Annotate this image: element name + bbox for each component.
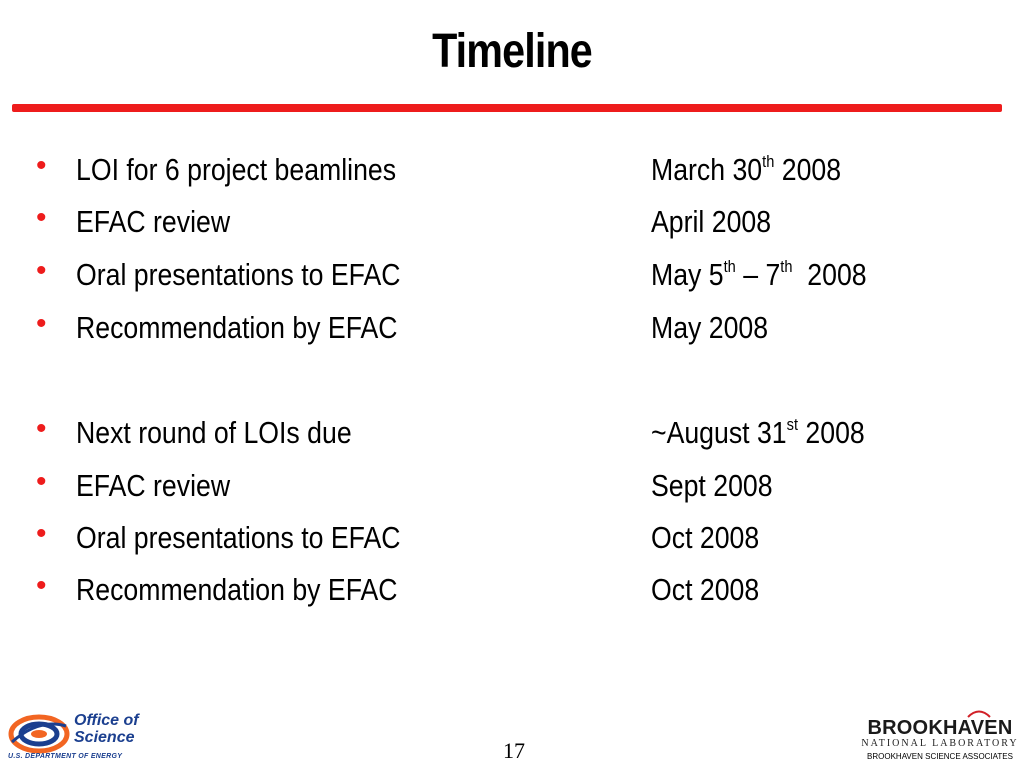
item-date <box>651 306 768 350</box>
date-part: Sept 2008 <box>651 468 773 503</box>
bullet-icon: • <box>36 412 47 445</box>
bullet-icon: • <box>36 254 47 287</box>
item-label: EFAC review <box>76 468 231 503</box>
timeline-item <box>36 253 1016 297</box>
date-part: – 7 <box>735 257 781 292</box>
date-part: Oct 2008 <box>651 572 760 607</box>
item-date <box>651 253 867 297</box>
item-date <box>651 464 773 508</box>
timeline-item <box>36 568 1016 612</box>
bullet-icon: • <box>36 307 47 340</box>
item-label: Oral presentations to EFAC <box>76 520 401 555</box>
bnl-logo-lab: NATIONAL LABORATORY <box>861 738 1019 749</box>
doe-logo-subtitle: U.S. DEPARTMENT OF ENERGY <box>8 753 123 760</box>
item-date <box>651 148 841 192</box>
item-date <box>651 568 759 612</box>
title-divider <box>12 104 1002 112</box>
date-part: May 2008 <box>651 310 769 345</box>
date-part: May 5 <box>651 257 724 292</box>
item-label: LOI for 6 project beamlines <box>76 152 397 187</box>
item-label: Next round of LOIs due <box>76 415 352 450</box>
date-ordinal: th <box>780 256 793 276</box>
item-date <box>651 411 865 455</box>
bullet-icon: • <box>36 201 47 234</box>
bullet-icon: • <box>36 517 47 550</box>
item-date <box>651 200 771 244</box>
date-ordinal: th <box>723 256 736 276</box>
bnl-logo-name: BROOKHAVEN <box>867 717 1013 739</box>
doe-logo-line: Science <box>74 729 135 746</box>
item-label: EFAC review <box>76 204 231 239</box>
timeline-item <box>36 306 1016 350</box>
date-part: 2008 <box>798 415 865 450</box>
date-part: 2008 <box>774 152 842 187</box>
timeline-item <box>36 411 1016 455</box>
item-date <box>651 516 759 560</box>
bnl-logo-associates: BROOKHAVEN SCIENCE ASSOCIATES <box>867 752 1013 761</box>
date-ordinal: th <box>762 151 775 171</box>
timeline-item <box>36 148 1016 192</box>
timeline-item <box>36 464 1016 508</box>
page-number: 17 <box>503 738 525 763</box>
timeline-item <box>36 200 1016 244</box>
item-label: Oral presentations to EFAC <box>76 257 401 292</box>
date-part: April 2008 <box>651 204 772 239</box>
date-part: Oct 2008 <box>651 520 760 555</box>
date-part: 2008 <box>792 257 867 292</box>
doe-logo-text <box>74 712 139 746</box>
date-ordinal: st <box>786 414 799 434</box>
slide-title: Timeline <box>432 25 592 78</box>
bullet-icon: • <box>36 149 47 182</box>
date-part: March 30 <box>651 152 763 187</box>
doe-logo-line: Office of <box>74 712 139 729</box>
item-label: Recommendation by EFAC <box>76 310 398 345</box>
bullet-icon: • <box>36 465 47 498</box>
bullet-icon: • <box>36 569 47 602</box>
date-part: ~August 31 <box>651 415 787 450</box>
item-label: Recommendation by EFAC <box>76 572 398 607</box>
timeline-item <box>36 516 1016 560</box>
